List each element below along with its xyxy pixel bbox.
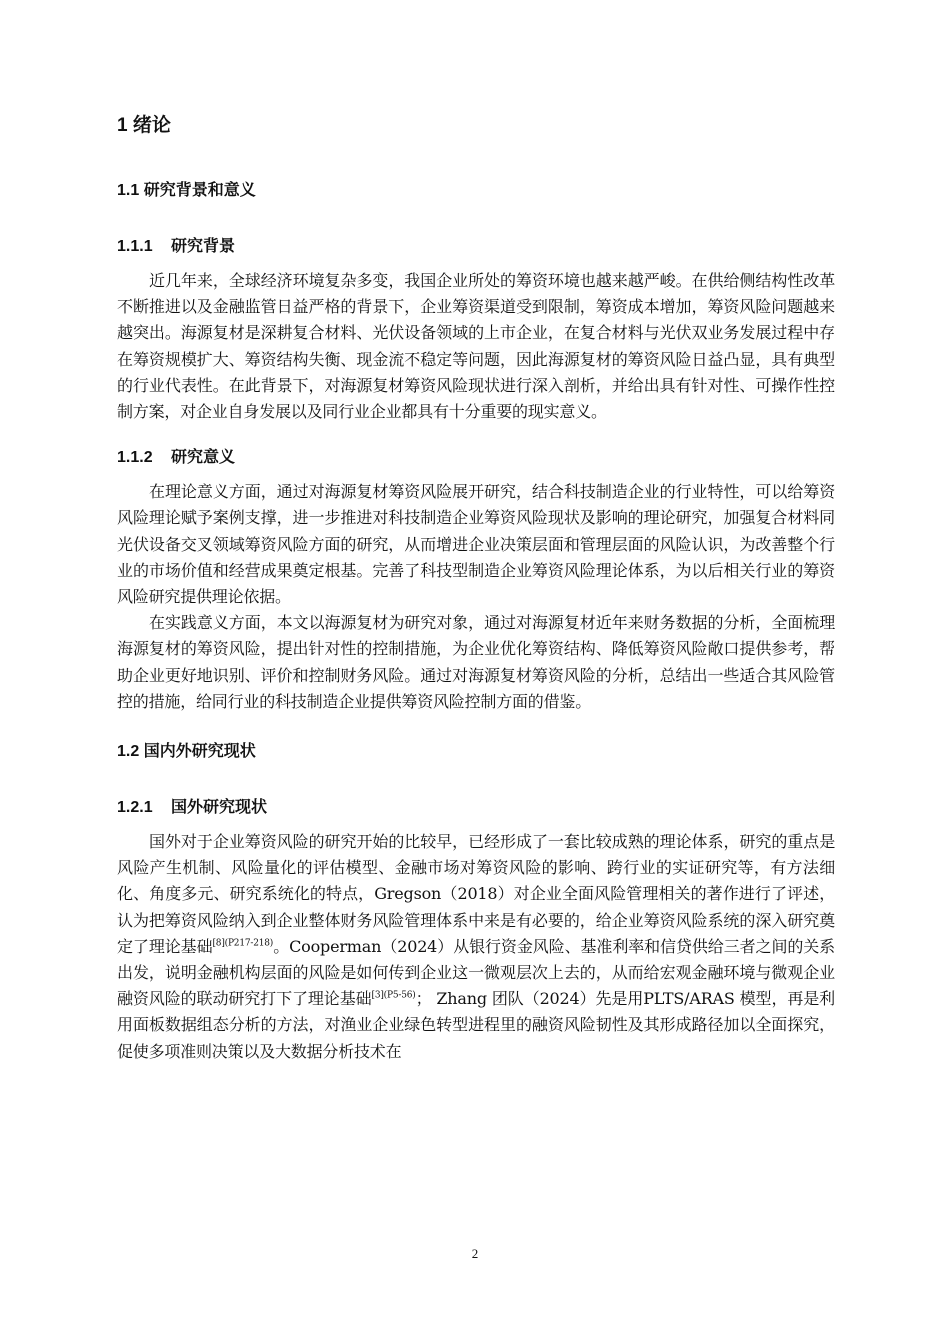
paragraph-text: ； Zhang 团队（2024）先是用PLTS/ARAS 模型，再是利用面板数据组态分析的方法，对渔业企业绿色转型进程里的融资风险韧性及其形成路径加以全面探究，促使多项准则决策以及大数据分析技术在	[117, 989, 835, 1061]
paragraph-theory-significance: 在理论意义方面，通过对海源复材筹资风险展开研究，结合科技制造企业的行业特性，可以给筹资风险理论赋予案例支撑，进一步推进对科技制造企业筹资风险现状及影响的理论研究，加强复合材料同光伏设备交叉领域筹资风险方面的研究，从而增进企业决策层面和管理层面的风险认识，为改善整个行业的市场价值和经营成果奠定根基。完善了科技型制造企业筹资风险理论体系，为以后相关行业的筹资风险研究提供理论依据。	[117, 482, 835, 607]
paragraph-text: 。Cooperman（2024）从银行资金风险、基准利率和信贷供给三者之间的关系出发，说明金融机构层面的风险是如何传到企业这一微观层次上去的，从而给宏观金融环境与微观企业融资风险的联动研究打下了理论基础	[117, 936, 835, 1009]
page-content	[117, 108, 835, 1065]
subsection-number: 1.2.1	[117, 799, 153, 817]
paragraph-foreign-research	[117, 829, 835, 1065]
subsection-heading-1-2-1	[117, 791, 835, 825]
subsection-heading-1-1-2	[117, 441, 835, 475]
subsection-title: 国外研究现状	[171, 799, 268, 817]
subsection-number: 1.1.2	[117, 449, 153, 467]
paragraph-practice-significance: 在实践意义方面，本文以海源复材为研究对象，通过对海源复材近年来财务数据的分析，全面梳理海源复材的筹资风险，提出针对性的控制措施，为企业优化筹资结构、降低筹资风险敞口提供参考，帮助企业更好地识别、评价和控制财务风险。通过对海源复材筹资风险的分析，总结出一些适合其风险管控的措施，给同行业的科技制造企业提供筹资风险控制方面的借鉴。	[117, 613, 835, 711]
page-number: 2	[471, 1246, 479, 1261]
section-heading-1-1: 1.1 研究背景和意义	[117, 182, 256, 199]
subsection-number: 1.1.1	[117, 238, 153, 255]
section-heading-1-2: 1.2 国内外研究现状	[117, 743, 256, 761]
citation: [8](P217-218)	[212, 938, 274, 949]
paragraph-background: 近几年来，全球经济环境复杂多变，我国企业所处的筹资环境也越来越严峻。在供给侧结构性改革不断推进以及金融监管日益严格的背景下，企业筹资渠道受到限制，筹资成本增加，筹资风险问题越来越突出。海源复材是深耕复合材料、光伏设备领域的上市企业，在复合材料与光伏双业务发展过程中存在筹资规模扩大、筹资结构失衡、现金流不稳定等问题，因此海源复材的筹资风险日益凸显，具有典型的行业代表性。在此背景下，对海源复材筹资风险现状进行深入剖析，并给出具有针对性、可操作性控制方案，对企业自身发展以及同行业企业都具有十分重要的现实意义。	[117, 271, 835, 422]
subsection-heading-1-1-1	[117, 230, 835, 264]
citation: [3](P5-56)	[371, 990, 416, 1001]
chapter-heading: 1 绪论	[117, 115, 171, 136]
subsection-title: 研究背景	[171, 238, 236, 255]
subsection-title: 研究意义	[171, 449, 236, 467]
paragraph-text: 国外对于企业筹资风险的研究开始的比较早，已经形成了一套比较成熟的理论体系，研究的重点是风险产生机制、风险量化的评估模型、金融市场对筹资风险的影响、跨行业的实证研究等，有方法细化、角度多元、研究系统化的特点，Gregson（2018）对企业全面风险管理相关的著作进行了评述，认为把筹资风险纳入到企业整体财务风险管理体系中来是有必要的，给企业筹资风险系统的深入研究奠定了理论基础	[117, 832, 835, 956]
